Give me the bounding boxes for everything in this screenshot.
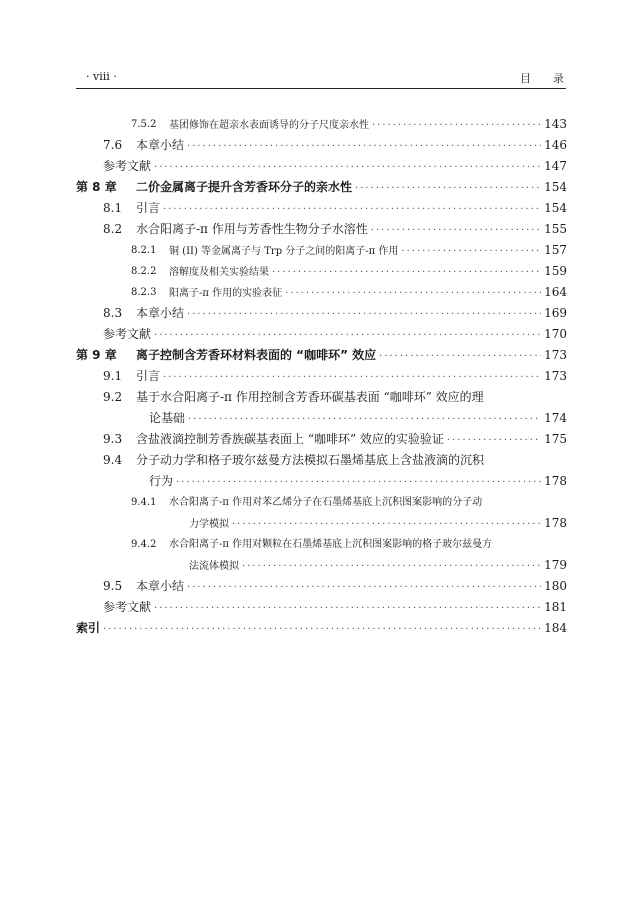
toc-title: 基团修饰在超亲水表面诱导的分子尺度亲水性 [169, 120, 369, 131]
toc-line [76, 387, 567, 408]
toc-entry[interactable] [76, 450, 567, 492]
toc-title-continuation: 力学模拟 [189, 519, 229, 530]
toc-page-number: 147 [544, 159, 567, 173]
toc-title: 水合阳离子-π 作用对苯乙烯分子在石墨烯基底上沉积图案影响的分子动 [169, 497, 483, 508]
toc-title: 阳离子-π 作用的实验表征 [169, 288, 283, 299]
toc-entry[interactable] [76, 261, 567, 282]
toc-title: 参考文献 [103, 159, 152, 173]
toc-page-number: 184 [544, 621, 567, 635]
dot-leader [355, 178, 541, 199]
toc-title: 引言 [136, 201, 161, 215]
toc-entry[interactable] [76, 534, 567, 576]
toc-number: 8.3 [103, 306, 123, 320]
dot-leader [232, 514, 541, 535]
toc-leader-line [136, 303, 567, 325]
toc-page-number: 143 [544, 117, 567, 131]
toc-line [76, 135, 567, 156]
toc-line [76, 114, 567, 135]
dot-leader [401, 241, 541, 262]
toc-line [76, 492, 567, 513]
toc-number: 8.2 [103, 222, 123, 236]
toc-page-number: 175 [544, 432, 567, 446]
toc-leader-line [136, 576, 567, 598]
toc-number: 9.1 [103, 369, 123, 383]
toc-entry[interactable] [76, 387, 567, 429]
toc-line [76, 156, 567, 177]
toc-number: 7.6 [103, 138, 123, 152]
toc-page-number: 174 [544, 411, 567, 425]
toc-line [76, 324, 567, 345]
toc-leader-line [169, 240, 567, 262]
toc-entry[interactable] [76, 177, 567, 198]
toc-title: 参考文献 [103, 600, 152, 614]
toc-page-number: 180 [544, 579, 567, 593]
toc-entry[interactable] [76, 135, 567, 156]
dot-leader [163, 367, 541, 388]
toc-page-number: 157 [544, 243, 567, 257]
toc-page-number: 170 [544, 327, 567, 341]
toc-title: 基于水合阳离子-π 作用控制含芳香环碳基表面 “咖啡环” 效应的理 [136, 390, 484, 404]
dot-leader [187, 577, 541, 598]
toc-leader-line [103, 156, 567, 178]
toc-line [76, 408, 567, 429]
toc-leader-line [149, 408, 567, 430]
toc-title: 水合阳离子-π 作用与芳香性生物分子水溶性 [136, 222, 368, 236]
dot-leader [187, 304, 541, 325]
toc-leader-line [76, 618, 567, 640]
toc-line [76, 366, 567, 387]
dot-leader [103, 619, 541, 640]
toc-line [76, 513, 567, 534]
toc-title: 铜 (II) 等金属离子与 Trp 分子之间的阳离子-π 作用 [169, 246, 399, 257]
toc-title: 本章小结 [136, 138, 185, 152]
toc-leader-line [103, 597, 567, 619]
dot-leader [163, 199, 541, 220]
toc-page-number: 181 [544, 600, 567, 614]
toc-entry[interactable] [76, 576, 567, 597]
toc-number: 9.4.1 [131, 497, 157, 508]
toc-page-number: 169 [544, 306, 567, 320]
toc-entry[interactable] [76, 429, 567, 450]
toc-line [76, 240, 567, 261]
toc-title-continuation: 论基础 [149, 411, 186, 425]
toc-line [76, 303, 567, 324]
dot-leader [285, 283, 541, 304]
toc-title: 本章小结 [136, 306, 185, 320]
toc-page-number: 146 [544, 138, 567, 152]
toc-line [76, 450, 567, 471]
toc-entry[interactable] [76, 198, 567, 219]
dot-leader [242, 556, 541, 577]
toc-number: 第 9 章 [76, 348, 117, 362]
toc-line [76, 429, 567, 450]
toc-entry[interactable] [76, 219, 567, 240]
toc-line [76, 471, 567, 492]
toc-page-number: 178 [544, 474, 567, 488]
toc-number: 8.1 [103, 201, 123, 215]
toc-line [76, 177, 567, 198]
toc-leader-line [149, 471, 567, 493]
dot-leader [371, 220, 541, 241]
toc-entry[interactable] [76, 114, 567, 135]
toc-number: 9.2 [103, 390, 123, 404]
toc-entry[interactable] [76, 156, 567, 177]
toc-leader-line [136, 345, 567, 367]
toc-page-number: 164 [544, 285, 567, 299]
toc-number: 8.2.3 [131, 287, 157, 298]
toc-entry[interactable] [76, 324, 567, 345]
toc-title: 参考文献 [103, 327, 152, 341]
toc-page-number: 154 [544, 201, 567, 215]
toc-title-continuation: 行为 [149, 474, 174, 488]
toc-number: 第 8 章 [76, 180, 117, 194]
toc-page-number: 178 [544, 516, 567, 530]
toc-number: 8.2.2 [131, 266, 157, 277]
toc-line [76, 576, 567, 597]
toc-leader-line [136, 177, 567, 199]
toc-line [76, 198, 567, 219]
toc-entry[interactable] [76, 282, 567, 303]
toc-number: 8.2.1 [131, 245, 157, 256]
toc-title: 水合阳离子-π 作用对颗粒在石墨烯基底上沉积图案影响的格子玻尔兹曼方 [169, 539, 493, 550]
toc-title: 引言 [136, 369, 161, 383]
table-of-contents [76, 114, 567, 639]
toc-leader-line [136, 429, 567, 451]
toc-title: 索引 [76, 621, 101, 635]
toc-page-number: 159 [544, 264, 567, 278]
toc-number: 9.3 [103, 432, 123, 446]
toc-page-number: 154 [544, 180, 567, 194]
toc-line [76, 219, 567, 240]
toc-line [76, 555, 567, 576]
running-header [76, 70, 586, 89]
toc-page-number: 155 [544, 222, 567, 236]
toc-title: 分子动力学和格子玻尔兹曼方法模拟石墨烯基底上含盐液滴的沉积 [136, 453, 485, 467]
toc-entry[interactable] [76, 618, 567, 639]
toc-leader-line [136, 366, 567, 388]
toc-title: 本章小结 [136, 579, 185, 593]
toc-entry[interactable] [76, 597, 567, 618]
toc-page-number: 173 [544, 348, 567, 362]
dot-leader [154, 598, 541, 619]
toc-leader-line [136, 135, 567, 157]
toc-page-number: 173 [544, 369, 567, 383]
toc-number: 7.5.2 [131, 119, 157, 130]
toc-leader-line [169, 114, 567, 136]
toc-line [76, 261, 567, 282]
toc-title: 含盐液滴控制芳香族碳基表面上 “咖啡环” 效应的实验验证 [136, 432, 444, 446]
toc-page-number: 179 [544, 558, 567, 572]
dot-leader [447, 430, 541, 451]
toc-title: 离子控制含芳香环材料表面的 “咖啡环” 效应 [136, 348, 377, 362]
toc-title: 溶解度及相关实验结果 [169, 267, 269, 278]
toc-entry[interactable] [76, 492, 567, 534]
toc-line [76, 618, 567, 639]
dot-leader [372, 115, 541, 136]
toc-title: 二价金属离子提升含芳香环分子的亲水性 [136, 180, 353, 194]
dot-leader [379, 346, 541, 367]
toc-entry[interactable] [76, 345, 567, 366]
toc-number: 9.4.2 [131, 539, 157, 550]
toc-leader-line [189, 555, 567, 577]
toc-title-continuation: 法流体模拟 [189, 561, 239, 572]
toc-line [76, 345, 567, 366]
header-page-number: · viii · [86, 70, 117, 83]
dot-leader [154, 325, 541, 346]
dot-leader [154, 157, 541, 178]
toc-leader-line [169, 261, 567, 283]
toc-line [76, 597, 567, 618]
toc-line [76, 282, 567, 303]
dot-leader [176, 472, 541, 493]
toc-leader-line [136, 198, 567, 220]
toc-leader-line [103, 324, 567, 346]
dot-leader [188, 409, 541, 430]
dot-leader [187, 136, 541, 157]
toc-line [76, 534, 567, 555]
toc-number: 9.4 [103, 453, 123, 467]
toc-entry[interactable] [76, 366, 567, 387]
toc-entry[interactable] [76, 303, 567, 324]
header-title: 目录 [520, 72, 586, 85]
toc-leader-line [136, 219, 567, 241]
dot-leader [272, 262, 541, 283]
toc-leader-line [189, 513, 567, 535]
toc-leader-line [169, 282, 567, 304]
toc-entry[interactable] [76, 240, 567, 261]
toc-number: 9.5 [103, 579, 123, 593]
